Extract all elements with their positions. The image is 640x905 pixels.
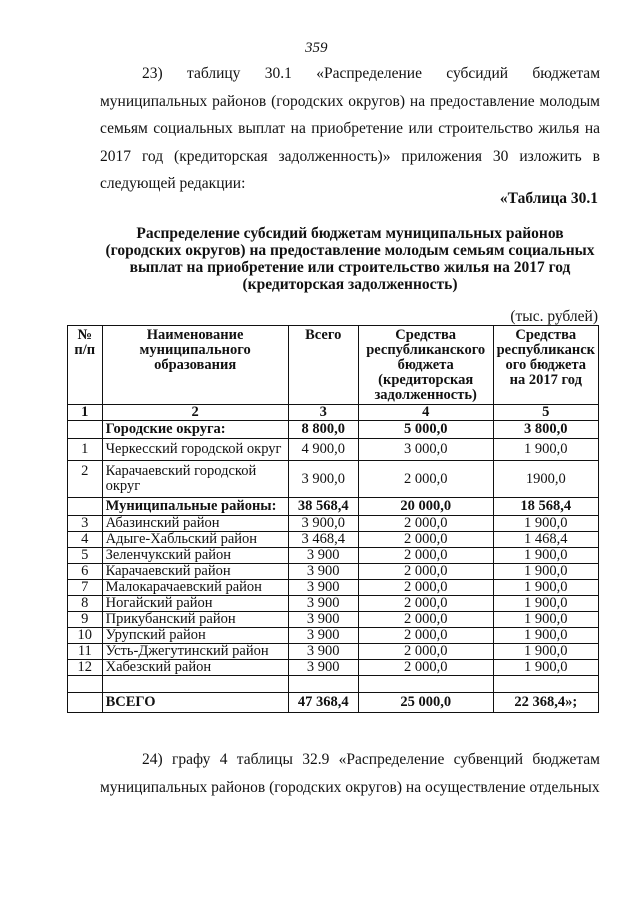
cell-name: Ногайский район [102, 596, 288, 612]
blank-cell [288, 676, 358, 693]
cell-total: 38 568,4 [288, 498, 358, 516]
cell-name: Карачаевский городской округ [102, 461, 288, 498]
cell-name: Урупский район [102, 628, 288, 644]
cell-num: 2 [68, 461, 103, 498]
cell-num: 3 [68, 516, 103, 532]
table-header-row [68, 326, 599, 405]
cell-credit: 2 000,0 [358, 660, 493, 676]
cell-total: 3 900,0 [288, 461, 358, 498]
subsidy-table [67, 325, 599, 713]
cell-credit: 2 000,0 [358, 644, 493, 660]
table-caption: «Таблица 30.1 [499, 190, 598, 207]
table-row [68, 644, 599, 660]
cell-total: 3 900 [288, 612, 358, 628]
cell-num [68, 693, 103, 713]
cell-num: 12 [68, 660, 103, 676]
cell-total: 3 900,0 [288, 516, 358, 532]
cell-budget2017: 3 800,0 [493, 421, 598, 439]
table-row [68, 564, 599, 580]
table-row [68, 612, 599, 628]
cell-total: 3 900 [288, 660, 358, 676]
cell-num: 8 [68, 596, 103, 612]
cell-name: Адыге-Хабльский район [102, 532, 288, 548]
column-number: 3 [288, 405, 358, 421]
cell-name: Карачаевский район [102, 564, 288, 580]
cell-num: 4 [68, 532, 103, 548]
cell-credit: 2 000,0 [358, 516, 493, 532]
cell-credit: 2 000,0 [358, 580, 493, 596]
table-row [68, 461, 599, 498]
blank-cell [68, 676, 103, 693]
cell-budget2017: 18 568,4 [493, 498, 598, 516]
subtotal-row-municipal-districts [68, 498, 599, 516]
cell-num: 5 [68, 548, 103, 564]
cell-total: 3 900 [288, 628, 358, 644]
cell-num: 11 [68, 644, 103, 660]
cell-budget2017: 1 900,0 [493, 596, 598, 612]
intro-paragraph: 23) таблицу 30.1 «Распределение субсидий бюджетам муниципальных районов (городских округов) на предоставление молодым семьям социальных выплат на приобретение или строительство жилья на 2017 год (кредиторская задолженность)» приложения 30 изложить в следующей редакции: [100, 65, 600, 192]
cell-budget2017: 1 468,4 [493, 532, 598, 548]
next-paragraph: 24) графу 4 таблицы 32.9 «Распределение субвенций бюджетам муниципальных районов (городских округов) на осуществление отдельных [100, 751, 600, 796]
cell-budget2017: 1 900,0 [493, 628, 598, 644]
cell-total: 3 468,4 [288, 532, 358, 548]
cell-num: 1 [68, 439, 103, 461]
cell-name: Зеленчукский район [102, 548, 288, 564]
cell-total: 3 900 [288, 564, 358, 580]
cell-budget2017: 1 900,0 [493, 580, 598, 596]
cell-name: Абазинский район [102, 516, 288, 532]
table-body [68, 405, 599, 713]
cell-num [68, 498, 103, 516]
cell-budget2017: 1 900,0 [493, 644, 598, 660]
table-row [68, 580, 599, 596]
cell-name: Муниципальные районы: [102, 498, 288, 516]
header-total: Всего [288, 326, 358, 405]
table-row [68, 532, 599, 548]
cell-budget2017: 1 900,0 [493, 612, 598, 628]
cell-total: 8 800,0 [288, 421, 358, 439]
cell-name: Малокарачаевский район [102, 580, 288, 596]
cell-credit: 2 000,0 [358, 628, 493, 644]
cell-name: Черкесский городской округ [102, 439, 288, 461]
column-number: 5 [493, 405, 598, 421]
table-title: Распределение субсидий бюджетам муниципальных районов (городских округов) на предоставление молодым семьям социальных выплат на приобретение или строительство жилья на 2017 год (кредиторская задолженность) [105, 225, 595, 293]
table-row [68, 516, 599, 532]
cell-credit: 25 000,0 [358, 693, 493, 713]
header-num: № п/п [68, 326, 103, 405]
cell-total: 3 900 [288, 644, 358, 660]
cell-total: 47 368,4 [288, 693, 358, 713]
cell-name: Прикубанский район [102, 612, 288, 628]
units-label: (тыс. рублей) [510, 308, 598, 325]
table-row [68, 548, 599, 564]
cell-budget2017: 22 368,4»; [493, 693, 598, 713]
column-number: 4 [358, 405, 493, 421]
cell-credit: 2 000,0 [358, 532, 493, 548]
blank-cell [358, 676, 493, 693]
cell-total: 3 900 [288, 580, 358, 596]
cell-budget2017: 1 900,0 [493, 516, 598, 532]
cell-num: 9 [68, 612, 103, 628]
cell-credit: 2 000,0 [358, 564, 493, 580]
cell-total: 3 900 [288, 596, 358, 612]
cell-credit: 2 000,0 [358, 461, 493, 498]
header-name: Наименование муниципального образования [102, 326, 288, 405]
table-row [68, 628, 599, 644]
cell-name: ВСЕГО [102, 693, 288, 713]
cell-budget2017: 1 900,0 [493, 439, 598, 461]
cell-credit: 20 000,0 [358, 498, 493, 516]
cell-total: 3 900 [288, 548, 358, 564]
cell-name: Усть-Джегутинский район [102, 644, 288, 660]
subtotal-row-city-districts [68, 421, 599, 439]
cell-budget2017: 1 900,0 [493, 564, 598, 580]
cell-num [68, 421, 103, 439]
header-credit: Средства республиканского бюджета (кредиторская задолженность) [358, 326, 493, 405]
cell-budget2017: 1900,0 [493, 461, 598, 498]
cell-num: 10 [68, 628, 103, 644]
cell-num: 7 [68, 580, 103, 596]
grand-total-row [68, 693, 599, 713]
cell-credit: 2 000,0 [358, 596, 493, 612]
cell-name: Хабезский район [102, 660, 288, 676]
column-number: 2 [102, 405, 288, 421]
blank-row [68, 676, 599, 693]
cell-total: 4 900,0 [288, 439, 358, 461]
cell-credit: 2 000,0 [358, 612, 493, 628]
column-number: 1 [68, 405, 103, 421]
cell-budget2017: 1 900,0 [493, 548, 598, 564]
table-row [68, 660, 599, 676]
page-number: 359 [305, 40, 328, 56]
cell-name: Городские округа: [102, 421, 288, 439]
blank-cell [493, 676, 598, 693]
cell-credit: 2 000,0 [358, 548, 493, 564]
blank-cell [102, 676, 288, 693]
table-row [68, 439, 599, 461]
cell-budget2017: 1 900,0 [493, 660, 598, 676]
column-number-row [68, 405, 599, 421]
table-row [68, 596, 599, 612]
cell-num: 6 [68, 564, 103, 580]
cell-credit: 3 000,0 [358, 439, 493, 461]
cell-credit: 5 000,0 [358, 421, 493, 439]
header-budget2017: Средства республиканск ого бюджета на 2017 год [493, 326, 598, 405]
